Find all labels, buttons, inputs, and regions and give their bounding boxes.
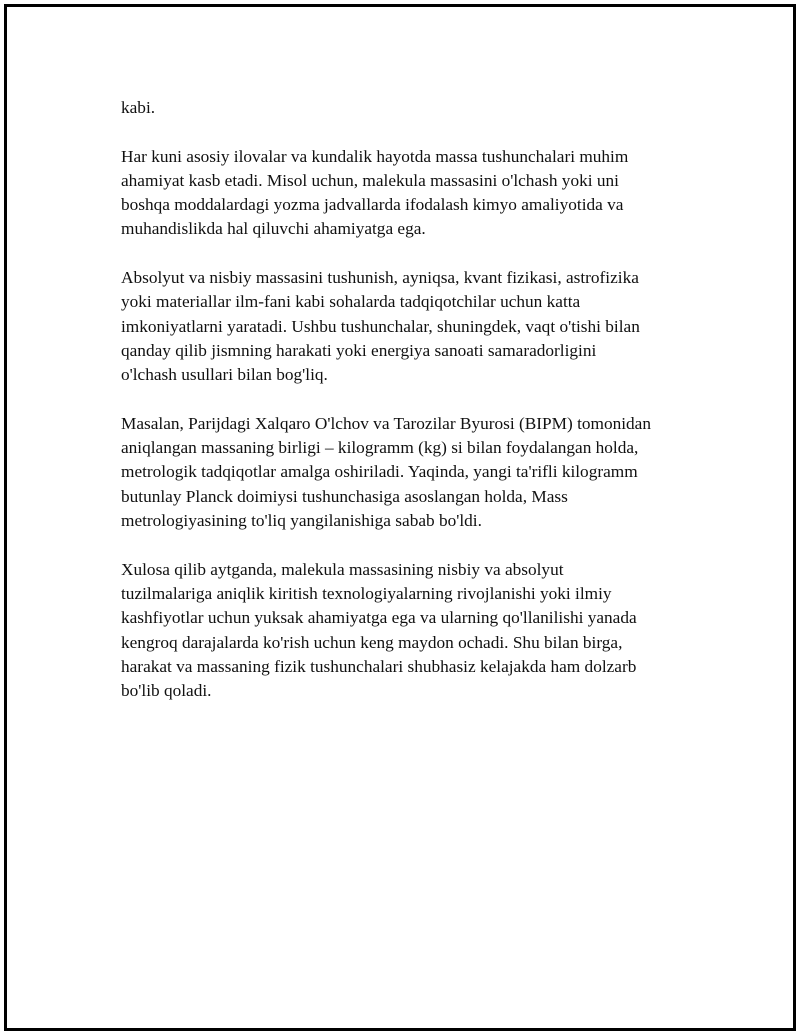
document-body [121,96,711,728]
text-line: Absolyut va nisbiy massasini tushunish, ayniqsa, kvant fizikasi, astrofizika [121,268,639,288]
paragraph-3 [121,266,711,387]
text-line: Xulosa qilib aytganda, malekula massasining nisbiy va absolyut [121,559,564,579]
text-line: yoki materiallar ilm-fani kabi sohalarda tadqiqotchilar uchun katta [121,292,581,312]
text-line: Masalan, Parijdagi Xalqaro O'lchov va Tarozilar Byurosi (BIPM) tomonidan [121,413,651,433]
text-line: qanday qilib jismning harakati yoki energiya sanoati samaradorligini [121,340,597,360]
text-line: kabi. [121,98,156,117]
paragraph-1 [121,96,711,120]
text-line: tuzilmalariga aniqlik kiritish texnologiyalarning rivojlanishi yoki ilmiy [121,583,612,603]
text-line: imkoniyatlarni yaratadi. Ushbu tushunchalar, shuningdek, vaqt o'tishi bilan [121,316,640,336]
text-line: harakat va massaning fizik tushunchalari shubhasiz kelajakda ham dolzarb [121,656,637,676]
text-line: muhandislikda hal qiluvchi ahamiyatga ega. [121,219,426,239]
text-line: ahamiyat kasb etadi. Misol uchun, malekula massasini o'lchash yoki uni [121,170,619,190]
text-line: kengroq darajalarda ko'rish uchun keng maydon ochadi. Shu bilan birga, [121,632,623,652]
text-line: butunlay Planck doimiysi tushunchasiga asoslangan holda, Mass [121,486,568,506]
text-line: Har kuni asosiy ilovalar va kundalik hayotda massa tushunchalari muhim [121,146,629,166]
text-line: aniqlangan massaning birligi – kilogramm (kg) si bilan foydalangan holda, [121,438,639,458]
text-line: bo'lib qoladi. [121,681,212,701]
page-frame [4,4,796,1031]
text-line: metrologiyasining to'liq yangilanishiga sabab bo'ldi. [121,511,482,531]
paragraph-5 [121,558,711,704]
paragraph-2 [121,145,711,242]
text-line: kashfiyotlar uchun yuksak ahamiyatga ega va ularning qo'llanilishi yanada [121,608,637,628]
paragraph-4 [121,412,711,533]
text-line: metrologik tadqiqotlar amalga oshiriladi. Yaqinda, yangi ta'rifli kilogramm [121,462,638,482]
text-line: boshqa moddalardagi yozma jadvallarda ifodalash kimyo amaliyotida va [121,195,624,215]
text-line: o'lchash usullari bilan bog'liq. [121,365,328,385]
